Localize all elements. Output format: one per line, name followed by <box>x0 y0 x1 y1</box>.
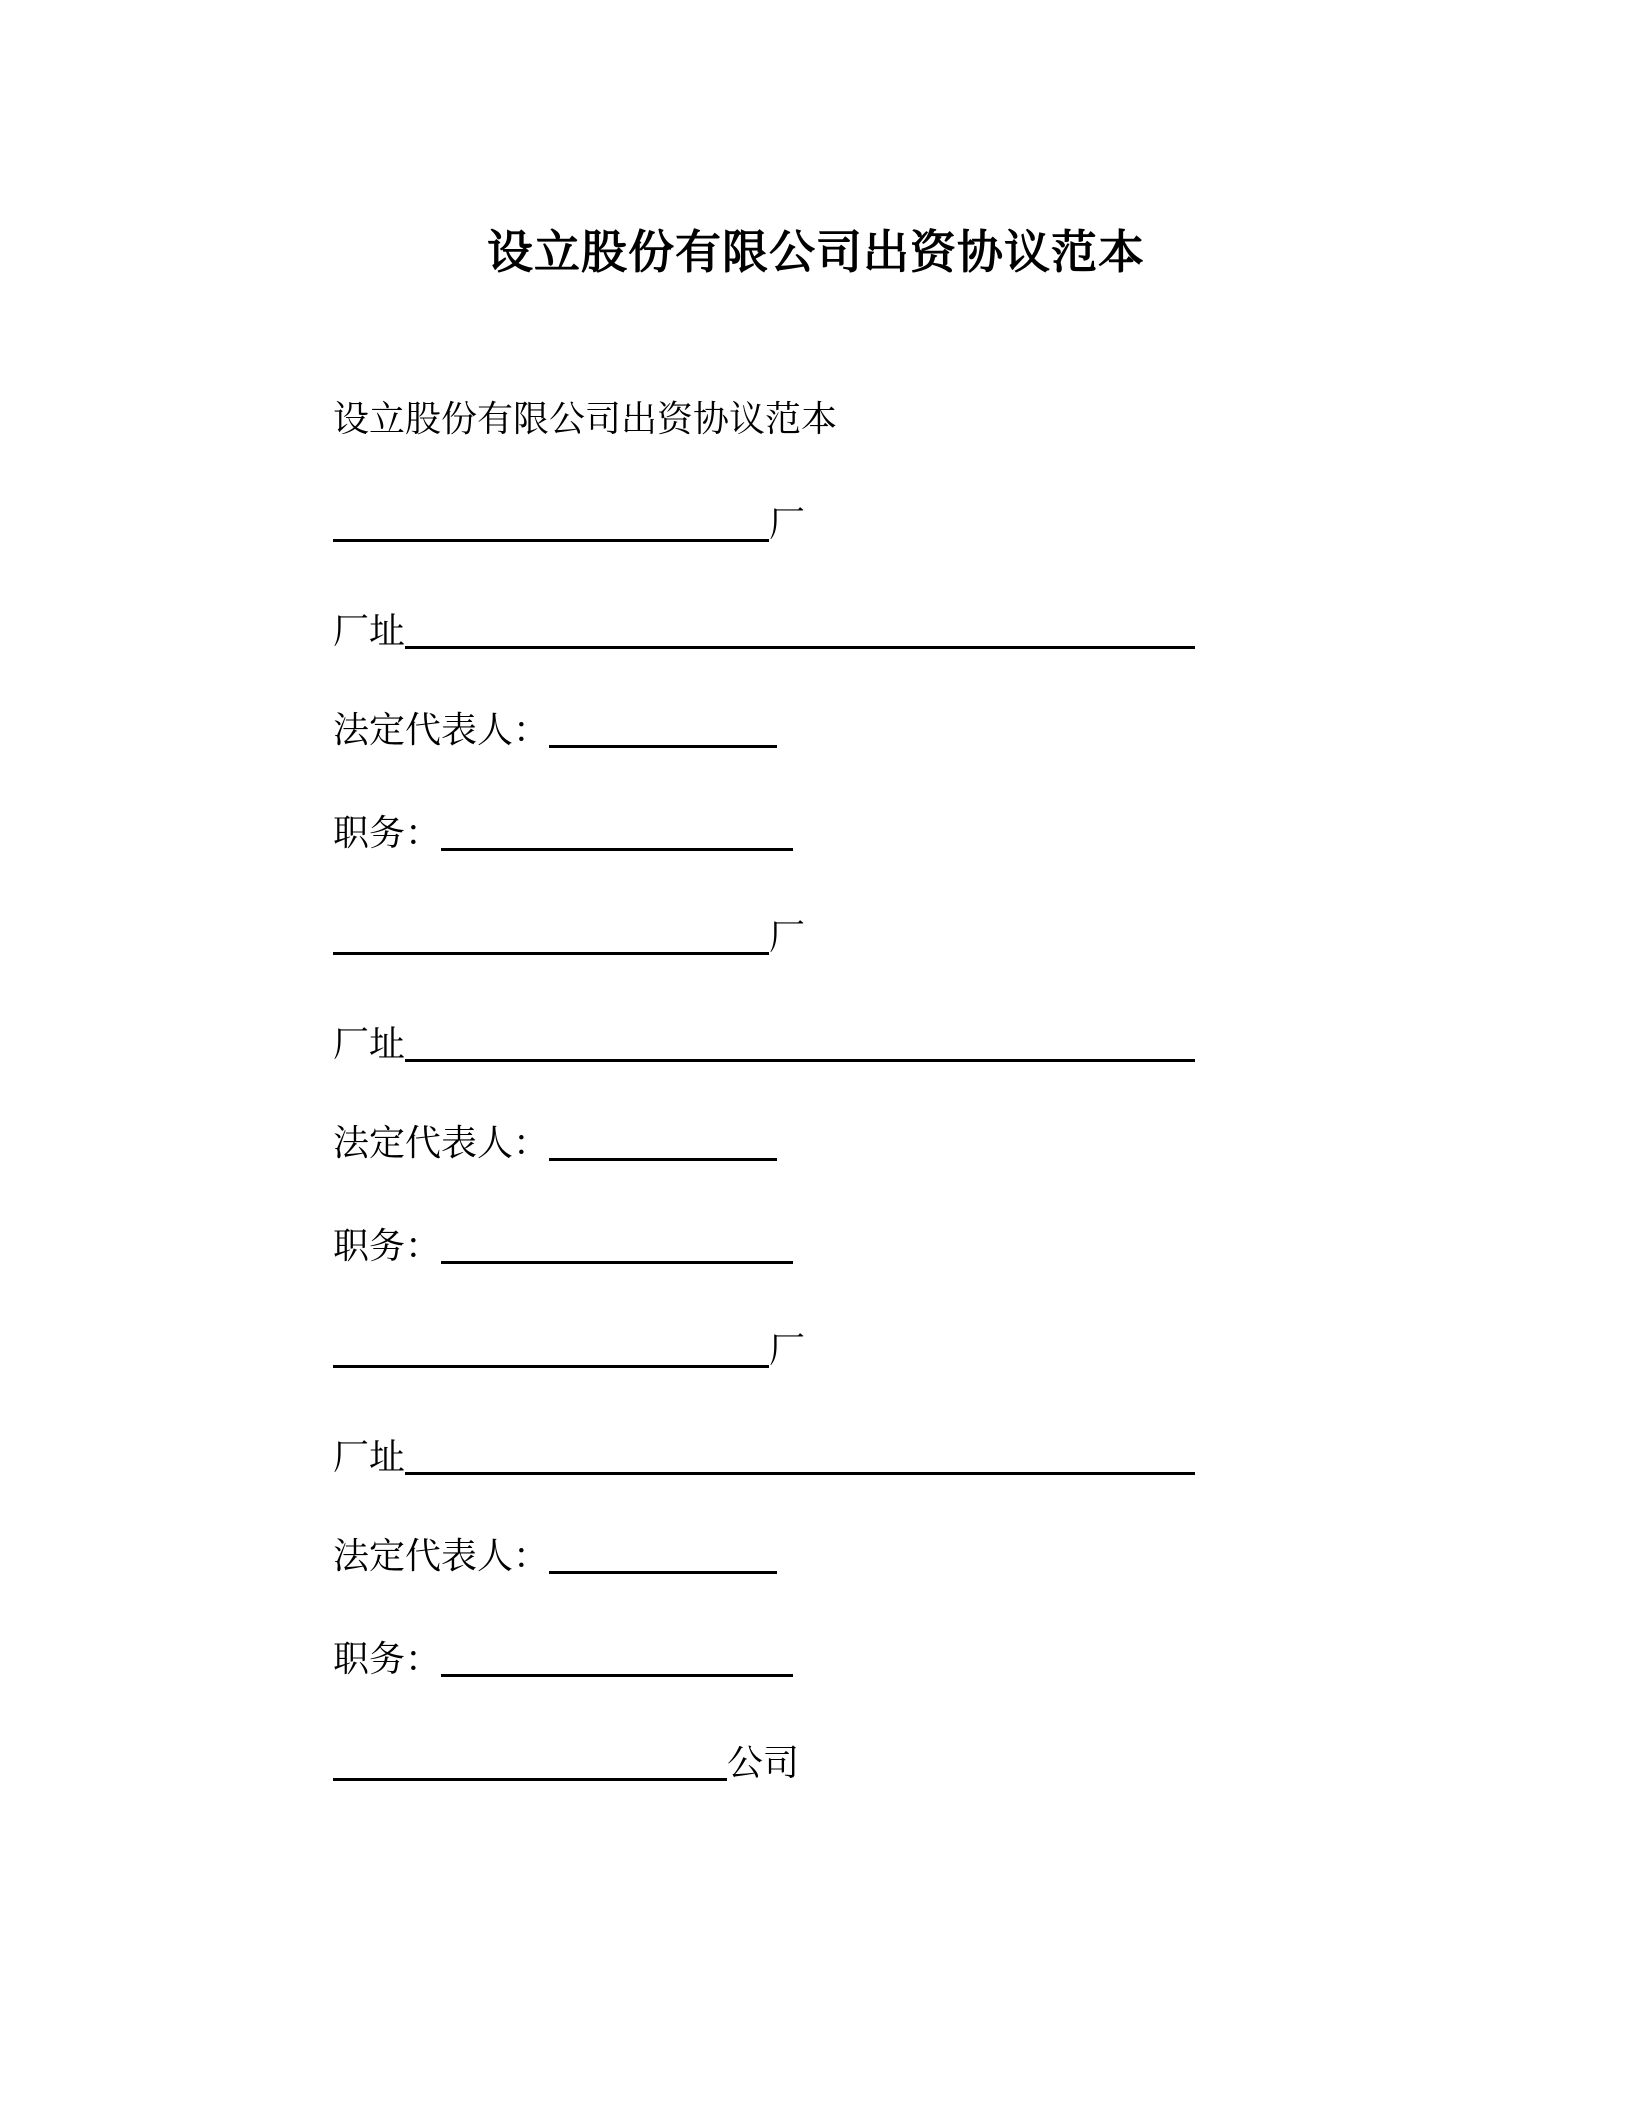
representative-blank <box>549 709 777 748</box>
party-2-address-line <box>333 1021 1195 1069</box>
position-blank <box>441 812 793 851</box>
factory-suffix: 厂 <box>769 504 806 545</box>
party-2-factory-line <box>333 914 805 962</box>
party-3-position-line <box>333 1636 793 1684</box>
factory-suffix: 厂 <box>769 917 806 958</box>
party-1-representative-line <box>333 707 777 755</box>
factory-name-blank <box>333 916 769 955</box>
address-label: 厂址 <box>333 611 406 652</box>
representative-label: 法定代表人： <box>333 1123 550 1164</box>
document-title: 设立股份有限公司出资协议范本 <box>487 225 1145 279</box>
company-name-blank <box>333 1742 727 1781</box>
position-blank <box>441 1638 793 1677</box>
factory-name-blank <box>333 503 769 542</box>
party-2-representative-line <box>333 1120 777 1168</box>
address-label: 厂址 <box>333 1437 406 1478</box>
factory-suffix: 厂 <box>769 1330 806 1371</box>
company-suffix: 公司 <box>727 1743 800 1784</box>
representative-label: 法定代表人： <box>333 710 550 751</box>
party-1-address-line <box>333 608 1195 656</box>
position-blank <box>441 1225 793 1264</box>
position-label: 职务： <box>333 1639 442 1680</box>
address-blank <box>405 610 1195 649</box>
position-label: 职务： <box>333 1226 442 1267</box>
party-2-position-line <box>333 1223 793 1271</box>
company-line <box>333 1740 799 1788</box>
party-3-representative-line <box>333 1533 777 1581</box>
subtitle-text: 设立股份有限公司出资协议范本 <box>333 399 838 440</box>
party-1-position-line <box>333 810 793 858</box>
party-3-address-line <box>333 1434 1195 1482</box>
address-blank <box>405 1436 1195 1475</box>
address-label: 厂址 <box>333 1024 406 1065</box>
subtitle-paragraph <box>333 396 837 444</box>
position-label: 职务： <box>333 813 442 854</box>
representative-blank <box>549 1535 777 1574</box>
party-1-factory-line <box>333 501 805 549</box>
address-blank <box>405 1023 1195 1062</box>
party-3-factory-line <box>333 1327 805 1375</box>
representative-label: 法定代表人： <box>333 1536 550 1577</box>
factory-name-blank <box>333 1329 769 1368</box>
representative-blank <box>549 1122 777 1161</box>
